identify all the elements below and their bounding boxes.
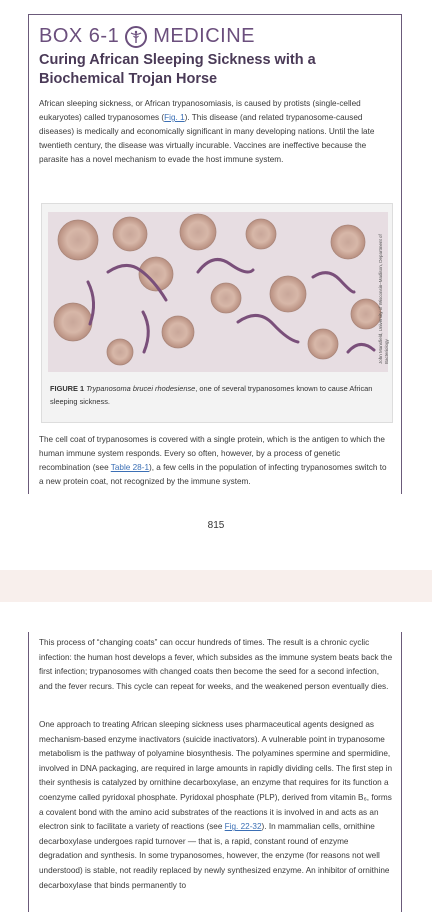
box-header bbox=[39, 25, 255, 48]
page-816 bbox=[0, 602, 432, 912]
cell-coat-paragraph bbox=[39, 433, 393, 489]
para2-text-a: The cell coat of trypanosomes is covered with a single protein, which is the antigen to which the human immune system responds. Every so often, however, by a process of genetic recombination (see bbox=[39, 435, 385, 472]
treatment-text-b: ). In mammalian cells, ornithine decarboxylase undergoes rapid turnover — that is, a rapid, constant round of enzyme degradation and synthesis. In some trypanosomes, however, the enzyme (for reasons not well understood) is stable, not readily replaced by newly synthesized enzyme. An inhibitor of ornithine decarboxylase that binds permanently to bbox=[39, 822, 390, 890]
box-6-1-continued bbox=[28, 632, 402, 912]
intro-text-a: African sleeping sickness, or African trypanosomiasis, is caused by protists (single-celled eukaryotes) called trypanosomes ( bbox=[39, 99, 361, 122]
box-category: MEDICINE bbox=[153, 25, 255, 47]
fig-1-link[interactable]: Fig. 1 bbox=[164, 113, 185, 122]
intro-text-b: ). This disease (and related trypanosome-caused diseases) is medically and economically significant in many developing nations. Until the late twentieth century, the disease was virtually incurable. Vaccines are ineffective because the parasite has a novel mechanism to evade the host immune system. bbox=[39, 113, 375, 164]
medicine-caduceus-icon bbox=[125, 26, 147, 48]
caption-rest: , one of several trypanosomes known to cause African sleeping sickness. bbox=[50, 384, 373, 406]
photo-credit: John Mansfield, University of Wisconsin–Madison, Department of Bacteriology bbox=[378, 234, 389, 364]
box-label: BOX 6-1 bbox=[39, 25, 120, 47]
caption-species: Trypanosoma brucei rhodesiense bbox=[86, 384, 196, 393]
treatment-text-a: One approach to treating African sleeping sickness uses pharmaceutical agents designed as mechanism-based enzyme inactivators (suicide inactivators). A vulnerable point in trypanosome metabolism is the pathway of polyamine biosynthesis. The polyamines spermine and spermidine, involved in DNA packaging, are required in large amounts in rapidly dividing cells. The first step in their synthesis is catalyzed by ornithine decarboxylase, an enzyme that requires for its function a coenzyme called pyridoxal phosphate. Pyridoxal phosphate (PLP), derived from vitamin B₆, forms a covalent bond with the amino acid substrates of the reactions it is involved in and acts as an electron sink to facilitate a variety of reactions (see bbox=[39, 720, 393, 832]
box-title: Curing African Sleeping Sickness with a Biochemical Trojan Horse bbox=[39, 52, 316, 87]
page-number: 815 bbox=[207, 520, 225, 531]
para2-text-b: ), a few cells in the population of infecting trypanosomes switch to a new protein coat, not recognized by the immune system. bbox=[39, 463, 387, 486]
page-separator bbox=[0, 570, 432, 602]
intro-paragraph bbox=[39, 97, 393, 167]
treatment-paragraph bbox=[39, 718, 393, 893]
changing-coats-paragraph: This process of “changing coats” can occur hundreds of times. The result is a chronic cyclic infection: the human host develops a fever, which subsides as the immune system beats back the first infection; trypanosomes with changed coats then become the seed for a second infection, and the fever recurs. This cycle can repeat for weeks, and the weakened person eventually dies. bbox=[39, 638, 393, 691]
figure-1 bbox=[41, 203, 393, 423]
caption-label: FIGURE 1 bbox=[50, 384, 85, 393]
trypanosome-micrograph bbox=[48, 212, 388, 372]
figure-caption bbox=[50, 382, 386, 408]
table-28-1-link[interactable]: Table 28-1 bbox=[110, 463, 149, 472]
fig-22-32-link[interactable]: Fig. 22-32 bbox=[224, 822, 262, 832]
box-6-1 bbox=[28, 14, 402, 494]
